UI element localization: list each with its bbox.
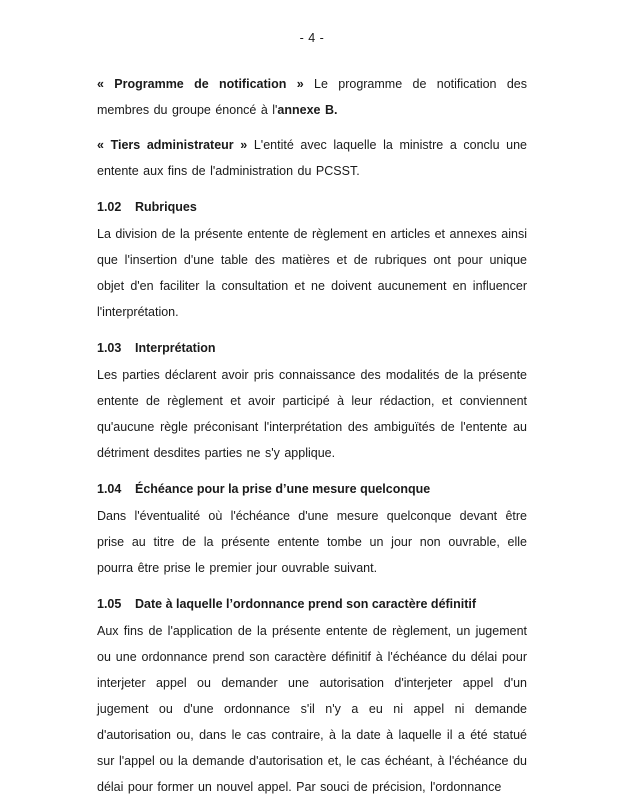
definition-text: L'entité avec laquelle la ministre a conclu une entente aux fins de l'administration du PCSST. <box>97 138 527 178</box>
definition-text: Le programme de notification des membres du groupe énoncé à l' <box>97 77 527 117</box>
section-number: 1.05 <box>97 597 122 611</box>
section-heading-1-02 <box>97 194 527 220</box>
section-number: 1.02 <box>97 200 122 214</box>
section-heading-1-04 <box>97 476 527 502</box>
annexe-b-reference: annexe B. <box>277 103 338 117</box>
section-heading-1-05 <box>97 591 527 617</box>
definition-programme-de-notification <box>97 71 527 123</box>
section-heading-1-03 <box>97 335 527 361</box>
section-number: 1.04 <box>97 482 122 496</box>
definition-term-tiers-administrateur: « Tiers administrateur » <box>97 138 248 152</box>
section-body-1-05: Aux fins de l'application de la présente entente de règlement, un jugement ou une ordonnance prend son caractère définitif à l'échéance du délai pour interjeter appel ou demander une autorisation d'interjeter appel d'un jugement ou d'une ordonnance s'il n'y a eu ni appel ni demande d'autorisation ou, dans le cas contraire, à la date à laquelle il a été statué sur l'appel ou la demande d'autorisation et, le cas échéant, à l'échéance du délai pour former un nouvel appel. Par souci de précision, l'ordonnance <box>97 624 527 794</box>
section-body-1-03: Les parties déclarent avoir pris connaissance des modalités de la présente entente de règlement et avoir participé à leur rédaction, et conviennent qu'aucune règle préconisant l'interprétation des ambiguïtés de l'entente au détriment desdites parties ne s'y applique. <box>97 368 527 460</box>
section-title: Interprétation <box>135 341 216 355</box>
section-title: Date à laquelle l’ordonnance prend son caractère définitif <box>135 597 477 611</box>
section-number: 1.03 <box>97 341 122 355</box>
definition-term-programme-de-notification: « Programme de notification » <box>97 77 304 91</box>
definition-tiers-administrateur <box>97 132 527 184</box>
section-body-1-04: Dans l'éventualité où l'échéance d'une mesure quelconque devant être prise au titre de la présente entente tombe un jour non ouvrable, elle pourra être prise le premier jour ouvrable suivant. <box>97 509 527 575</box>
section-title: Rubriques <box>135 200 197 214</box>
section-title: Échéance pour la prise d’une mesure quelconque <box>135 482 431 496</box>
page-number: - 4 - <box>299 31 325 45</box>
section-body-1-02: La division de la présente entente de règlement en articles et annexes ainsi que l'insertion d'une table des matières et de rubriques ont pour unique objet d'en faciliter la consultation et ne doivent aucunement en influencer l'interprétation. <box>97 227 527 319</box>
